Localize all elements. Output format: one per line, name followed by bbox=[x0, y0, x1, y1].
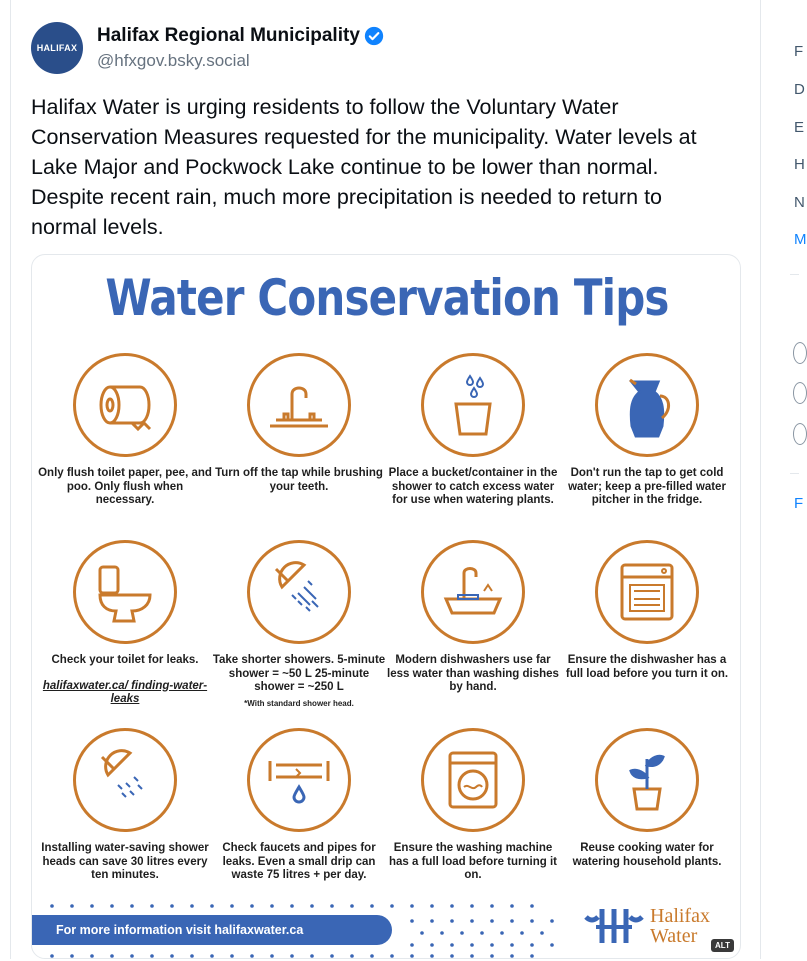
infographic-image[interactable] bbox=[31, 254, 741, 959]
verified-badge-icon bbox=[364, 26, 384, 46]
brand-line-1: Halifax bbox=[650, 905, 710, 927]
tip-shorter-showers bbox=[212, 540, 386, 710]
bucket-icon bbox=[436, 368, 510, 442]
sidebar-avatar[interactable] bbox=[793, 423, 807, 445]
tip-caption: Place a bucket/container in the shower to catch excess water for use when watering plants. bbox=[388, 467, 558, 506]
right-sidebar-edge bbox=[790, 0, 807, 959]
sidebar-letter[interactable]: F bbox=[794, 43, 804, 60]
tip-caption: Only flush toilet paper, pee, and poo. Only flush when necessary. bbox=[38, 467, 212, 506]
washing-machine-icon bbox=[436, 743, 510, 817]
tip-circle bbox=[595, 353, 699, 457]
brand-text bbox=[650, 906, 710, 946]
sidebar-letter[interactable]: M bbox=[794, 231, 807, 248]
tip-toilet-paper bbox=[38, 353, 212, 508]
tip-circle bbox=[247, 540, 351, 644]
shower-head-icon bbox=[88, 743, 162, 817]
dishwasher-icon bbox=[610, 555, 684, 629]
pitcher-icon bbox=[610, 368, 684, 442]
tip-plants bbox=[560, 728, 734, 869]
tip-caption: Reuse cooking water for watering household plants. bbox=[572, 842, 722, 868]
tip-footnote: *With standard shower head. bbox=[244, 698, 354, 708]
tip-faucet bbox=[212, 353, 386, 494]
tip-caption bbox=[212, 654, 386, 710]
halifax-water-logo bbox=[582, 903, 710, 949]
tip-circle bbox=[421, 540, 525, 644]
sink-icon bbox=[436, 555, 510, 629]
tip-caption: Installing water-saving shower heads can save 30 litres every ten minutes. bbox=[41, 842, 209, 881]
sidebar-letter[interactable]: H bbox=[794, 156, 805, 173]
tip-pipes bbox=[212, 728, 386, 883]
tip-toilet bbox=[38, 540, 212, 707]
avatar[interactable]: HALIFAX bbox=[31, 22, 83, 74]
tip-dishwasher bbox=[560, 540, 734, 681]
halifax-water-logo-icon bbox=[582, 903, 646, 949]
infographic-title: Water Conservation Tips bbox=[105, 269, 669, 327]
tip-circle bbox=[73, 540, 177, 644]
sidebar-link[interactable]: F bbox=[794, 495, 804, 512]
author-name[interactable] bbox=[97, 25, 384, 47]
tip-bucket bbox=[386, 353, 560, 508]
post-header bbox=[31, 22, 384, 74]
tip-circle bbox=[73, 353, 177, 457]
tip-caption: Check faucets and pipes for leaks. Even a small drip can waste 75 litres + per day. bbox=[222, 842, 376, 881]
tip-caption: Check your toilet for leaks. bbox=[51, 654, 199, 666]
tip-circle bbox=[595, 540, 699, 644]
post-text: Halifax Water is urging residents to follow the Voluntary Water Conservation Measures requested for the municipality. Water levels at Lake Major and Pockwock Lake continue to be lower than normal. Despite recent rain, much more precipitation is needed to return to normal levels. bbox=[31, 95, 697, 239]
alt-text-badge[interactable]: ALT bbox=[711, 939, 734, 952]
tip-circle bbox=[247, 353, 351, 457]
sidebar-avatar[interactable] bbox=[793, 342, 807, 364]
sidebar-divider bbox=[790, 473, 799, 474]
tip-circle bbox=[247, 728, 351, 832]
brand-line-2: Water bbox=[650, 925, 698, 947]
sidebar-letter[interactable]: D bbox=[794, 81, 805, 98]
tip-caption: Turn off the tap while brushing your teeth. bbox=[215, 467, 383, 493]
tip-caption: Modern dishwashers use far less water than washing dishes by hand. bbox=[387, 654, 559, 693]
sidebar-divider bbox=[790, 274, 799, 275]
tip-caption: Don't run the tap to get cold water; keep a pre-filled water pitcher in the fridge. bbox=[568, 467, 726, 506]
tip-sink bbox=[386, 540, 560, 695]
toilet-icon bbox=[88, 555, 162, 629]
plant-icon bbox=[610, 743, 684, 817]
author-handle[interactable]: @hfxgov.bsky.social bbox=[97, 51, 250, 70]
tip-circle bbox=[421, 353, 525, 457]
finding-leaks-link[interactable]: halifaxwater.ca/ finding-water-leaks bbox=[42, 679, 208, 705]
tip-circle bbox=[595, 728, 699, 832]
tip-circle bbox=[421, 728, 525, 832]
sidebar-letter[interactable]: N bbox=[794, 194, 805, 211]
sidebar-avatar[interactable] bbox=[793, 382, 807, 404]
author-info bbox=[97, 25, 384, 71]
toilet-paper-icon bbox=[88, 368, 162, 442]
tip-pitcher bbox=[560, 353, 734, 508]
tip-washing-machine bbox=[386, 728, 560, 883]
post-card bbox=[10, 0, 761, 959]
faucet-icon bbox=[262, 368, 336, 442]
footer-info-bar: For more information visit halifaxwater.ca bbox=[32, 915, 392, 945]
author-name-text[interactable]: Halifax Regional Municipality bbox=[97, 25, 360, 46]
tip-caption: Ensure the washing machine has a full load before turning it on. bbox=[388, 842, 558, 881]
leaking-pipe-icon bbox=[262, 743, 336, 817]
tip-caption: Ensure the dishwasher has a full load before you turn it on. bbox=[565, 654, 729, 680]
tip-caption-text: Take shorter showers. 5-minute shower = ~50 L 25-minute shower = ~250 L bbox=[212, 654, 386, 693]
tip-shower-heads bbox=[38, 728, 212, 883]
shower-icon bbox=[262, 555, 336, 629]
tip-circle bbox=[73, 728, 177, 832]
sidebar-letter[interactable]: E bbox=[794, 119, 805, 136]
